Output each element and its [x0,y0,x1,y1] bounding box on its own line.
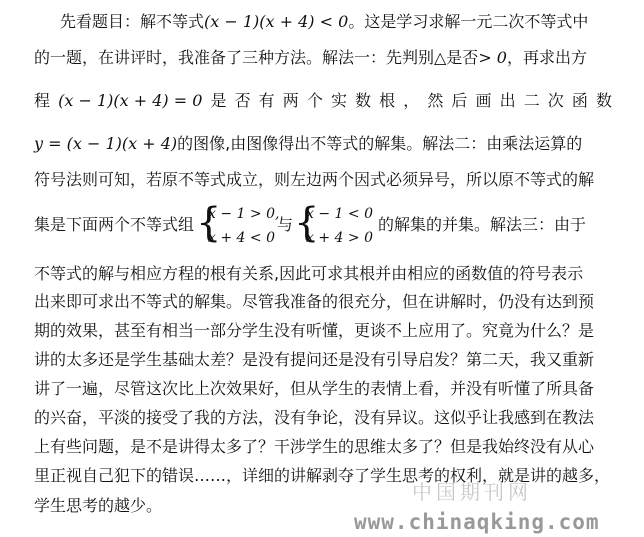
char: 画 [475,91,492,110]
char: 然 [427,91,444,110]
watermark-url: www.chinaqking.com [354,510,600,534]
inequality-expression: (x − 1)(x + 4) < 0 [204,12,349,31]
text-segment: 讲的太多还是学生基础太差？是没有提问还是没有引导启发？第二天，我又重新 [34,350,595,369]
paragraph-line-8 [34,289,612,315]
paragraph-line-12 [34,405,612,431]
char: 根 [379,91,396,110]
char: 有 [258,91,275,110]
text-segment: 。这是学习求解一元二次不等式中 [348,12,589,31]
paragraph-line-5 [34,167,612,193]
text-segment: 先看题目：解不等式 [60,12,205,31]
char: 函 [571,91,588,110]
inequality-system-1 [196,201,280,251]
char: 否 [234,91,251,110]
system-row: x − 1 > 0, [208,206,280,222]
inequality-system-2 [294,201,378,251]
system-row: x − 1 < 0 [306,206,373,222]
char: 两 [282,91,299,110]
brace-icon: { [196,200,222,246]
paragraph-line-3 [34,88,612,114]
text-segment: 的图像,由图像得出不等式的解集。解法二：由乘法运算的 [177,134,583,153]
char: 后 [451,91,468,110]
text-segment: 的兴奋，平淡的接受了我的方法，没有争论，没有异议。这似乎让我感到在教法 [34,408,595,427]
paragraph-line-7 [34,261,612,287]
equation-expression: (x − 1)(x + 4) = 0 [58,91,203,110]
paragraph-line-11 [34,376,612,402]
char: 二 [523,91,540,110]
paragraph-line-4 [34,131,612,157]
text-segment: 讲了一遍，尽管这次比上次效果好，但从学生的表情上看，并没有听懂了所具备 [34,379,595,398]
text-segment: 里正视自己犯下的错误……，详细的讲解剥夺了学生思考的权利，就是讲的越多， [34,466,611,485]
char: 个 [306,91,323,110]
paragraph-line-2 [34,45,612,71]
text-segment: 学生思考的越少。 [34,496,163,515]
text-segment: 出来即可求出不等式的解集。尽管我准备的很充分，但在讲解时，仍没有达到预 [34,292,595,311]
paragraph-line-1 [60,9,620,35]
text-segment: 集是下面两个不等式组 [34,215,195,234]
paragraph-line-10 [34,347,612,373]
system-row: x + 4 < 0 [208,230,275,246]
watermark-site-name: 中国期刊网 [412,480,532,504]
char: 次 [547,91,564,110]
function-expression: y = (x − 1)(x + 4) [34,134,178,153]
text-segment: 的一题，在讲评时，我准备了三种方法。解法一：先判别△是否 [34,48,479,67]
char: 实 [330,91,347,110]
brace-icon: { [294,200,320,246]
text-segment: 上有些问题，是不是讲得太多了？干涉学生的思维太多了？但是我始终没有从心 [34,437,595,456]
char: 程 [34,91,51,110]
text-segment: 符号法则可知，若原不等式成立，则左边两个因式必须异号，所以原不等式的解 [34,170,595,189]
text-segment: 不等式的解与相应方程的根有关系,因此可求其根并由相应的函数值的符号表示 [34,264,584,283]
text-segment: 的解集的并集。解法三：由于 [378,215,587,234]
char: 是 [210,91,227,110]
char: ， [403,91,420,110]
char: 数 [355,91,372,110]
discriminant-condition: > 0 [478,48,507,67]
paragraph-line-13 [34,434,612,460]
char: 出 [499,91,516,110]
text-segment: ，再求出方 [506,48,587,67]
text-segment: 期的效果，甚至有相当一部分学生没有听懂，更谈不上应用了。究竟为什么？是 [34,321,595,340]
char: 数 [595,91,612,110]
paragraph-line-9 [34,318,612,344]
text-segment: 与 [277,215,294,234]
system-row: x + 4 > 0 [306,230,373,246]
